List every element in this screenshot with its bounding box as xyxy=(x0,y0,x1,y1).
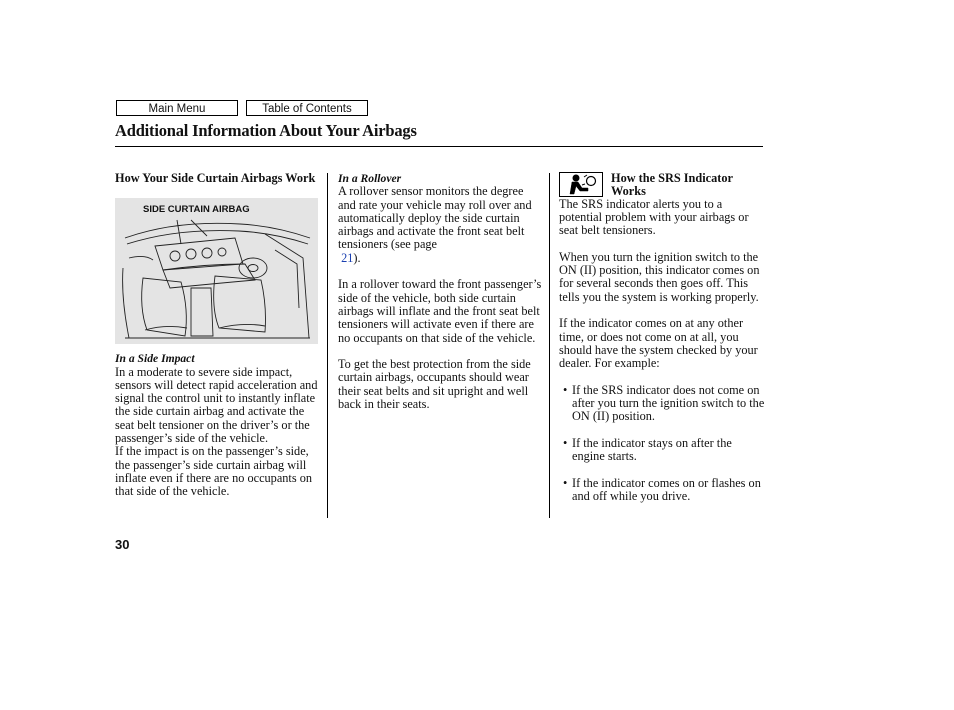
srs-paragraph-1: The SRS indicator alerts you to a potential problem with your airbags or seat belt tensioners. xyxy=(559,196,749,238)
table-of-contents-button[interactable]: Table of Contents xyxy=(246,100,368,116)
page-number: 30 xyxy=(115,537,130,552)
subheading-rollover: In a Rollover xyxy=(338,172,402,185)
column-side-curtain xyxy=(115,172,325,499)
list-item: • If the SRS indicator does not come on after you turn the ignition switch to the ON (II) position. xyxy=(559,384,767,424)
column-divider-2 xyxy=(549,173,550,518)
page-title: Additional Information About Your Airbags xyxy=(115,121,417,140)
section-heading-srs: How the SRS Indicator Works xyxy=(611,171,733,199)
column-divider-1 xyxy=(327,173,328,518)
srs-example-list xyxy=(559,384,767,504)
rollover-paragraph-3: To get the best protection from the side curtain airbags, occupants should wear their seat belts and sit upright and well back in their seats. xyxy=(338,357,531,412)
list-item: • If the indicator stays on after the engine starts. xyxy=(559,437,767,464)
section-heading-side-curtain: How Your Side Curtain Airbags Work xyxy=(115,171,316,185)
srs-paragraph-3: If the indicator comes on at any other time, or does not come on at all, you should have the system checked by your dealer. For example: xyxy=(559,316,758,371)
car-interior-drawing xyxy=(115,198,318,344)
page-21-link[interactable]: 21 xyxy=(341,250,354,265)
title-divider xyxy=(115,146,763,147)
column-srs-indicator xyxy=(559,172,767,503)
srs-paragraph-2: When you turn the ignition switch to the ON (II) position, this indicator comes on for several seconds then goes off. This tells you the system is working properly. xyxy=(559,249,760,304)
side-curtain-airbag-illustration xyxy=(115,198,318,344)
column-rollover xyxy=(338,172,544,411)
rollover-paragraph-2: In a rollover toward the front passenger’s side of the vehicle, both side curtain airbags will inflate and the front seat belt tensioners will activate even if there are no occupants on that side of the vehicle. xyxy=(338,277,542,345)
rollover-paragraph-1: A rollover sensor monitors the degree and rate your vehicle may roll over and automatically deploy the side curtain airbags and activate the front seat belt tensioners (see page 21). xyxy=(338,184,532,265)
srs-indicator-icon xyxy=(559,172,603,197)
list-item: • If the indicator comes on or flashes on and off while you drive. xyxy=(559,477,767,504)
subheading-side-impact: In a Side Impact xyxy=(115,352,195,366)
side-impact-paragraph-2: If the impact is on the passenger’s side, the passenger’s side curtain airbag will inflate even if there are no occupants on that side of the vehicle. xyxy=(115,444,313,499)
figure-label: SIDE CURTAIN AIRBAG xyxy=(143,204,250,216)
side-impact-paragraph-1: In a moderate to severe side impact, sensors will detect rapid acceleration and signal the control unit to instantly inflate the side curtain airbag and activate the seat belt tensioner on the driver’s or the passenger’s side of the vehicle. xyxy=(115,364,318,446)
main-menu-button[interactable]: Main Menu xyxy=(116,100,238,116)
